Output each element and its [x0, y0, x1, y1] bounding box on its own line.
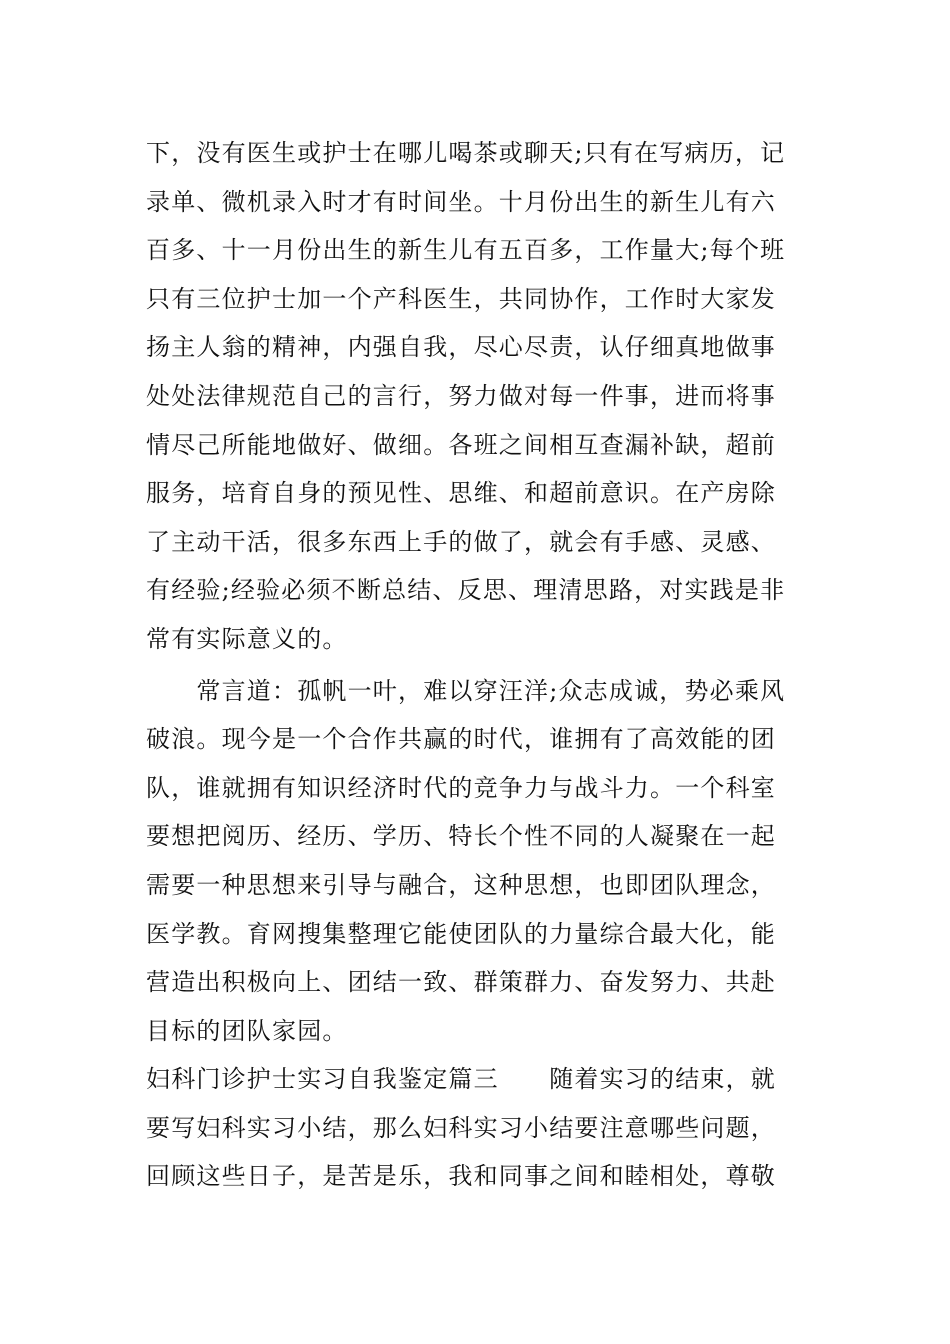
section-heading-line: 妇科门诊护士实习自我鉴定篇三 随着实习的结束，就	[146, 1065, 776, 1094]
text-line: 有经验;经验必须不断总结、反思、理清思路，对实践是非	[146, 576, 786, 605]
text-line: 只有三位护士加一个产科医生，共同协作，工作时大家发	[146, 284, 776, 313]
text-line: 回顾这些日子，是苦是乐，我和同事之间和睦相处，尊敬	[146, 1162, 776, 1191]
text-line: 常有实际意义的。	[146, 624, 348, 653]
text-line: 扬主人翁的精神，内强自我，尽心尽责，认仔细真地做事	[146, 333, 776, 362]
text-line: 百多、十一月份出生的新生儿有五百多，工作量大;每个班	[146, 236, 786, 265]
text-line: 录单、微机录入时才有时间坐。十月份出生的新生儿有六	[146, 187, 776, 216]
text-line: 常言道：孤帆一叶，难以穿汪洋;众志成诚，势必乘风	[146, 676, 786, 705]
text-line: 破浪。现今是一个合作共赢的时代，谁拥有了高效能的团	[146, 725, 776, 754]
text-line: 要写妇科实习小结，那么妇科实习小结要注意哪些问题，	[146, 1113, 776, 1142]
text-line: 目标的团队家园。	[146, 1016, 348, 1045]
text-line: 情尽己所能地做好、做细。各班之间相互查漏补缺，超前	[146, 430, 776, 459]
text-line: 了主动干活，很多东西上手的做了，就会有手感、灵感、	[146, 527, 776, 556]
document-body	[146, 129, 806, 1201]
text-line: 需要一种思想来引导与融合，这种思想，也即团队理念，	[146, 870, 776, 899]
text-line: 医学教。育网搜集整理它能使团队的力量综合最大化，能	[146, 919, 776, 948]
text-line: 处处法律规范自己的言行，努力做对每一件事，进而将事	[146, 381, 776, 410]
text-line: 队，谁就拥有知识经济时代的竞争力与战斗力。一个科室	[146, 773, 776, 802]
text-line: 下，没有医生或护士在哪儿喝茶或聊天;只有在写病历，记	[146, 139, 786, 167]
text-line: 营造出积极向上、团结一致、群策群力、奋发努力、共赴	[146, 968, 776, 997]
text-line: 服务，培育自身的预见性、思维、和超前意识。在产房除	[146, 479, 776, 508]
text-line: 要想把阅历、经历、学历、特长个性不同的人凝聚在一起	[146, 822, 776, 851]
